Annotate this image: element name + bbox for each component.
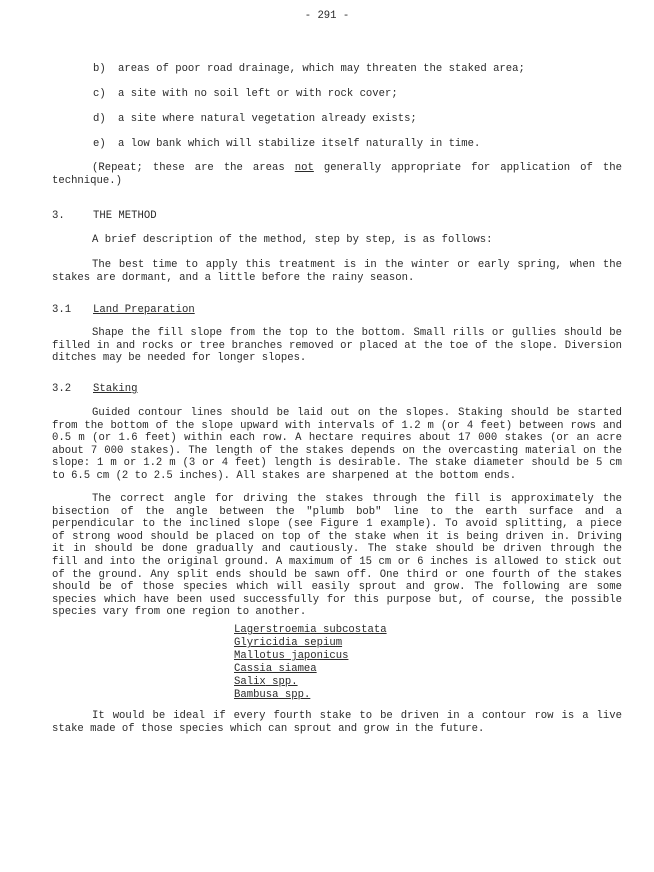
section-title: Land Preparation <box>93 304 195 316</box>
land-preparation-paragraph: Shape the fill slope from the top to the bottom. Small rills or gullies should be filled in and rocks or tree branches removed or placed at the toe of the slope. Diversion ditches may be needed for longer slopes. <box>52 327 622 365</box>
section-title: THE METHOD <box>93 210 157 222</box>
species-list <box>234 624 387 702</box>
staking-paragraph-1: Guided contour lines should be laid out on the slopes. Staking should be started from the bottom of the slope upward with intervals of 1.2 m (or 4 feet) between rows and 0.5 m (or 1.6 feet) within each row. A hectare requires about 17 000 stakes (or an acre about 7 000 stakes). The length of the stakes depends on the overcasting material on the slope: 1 m or 1.2 m (3 or 4 feet) length is desirable. The stake diameter should be 5 cm to 6.5 cm (2 to 2.5 inches). All stakes are sharpened at the bottom ends. <box>52 407 622 482</box>
repeat-note-before: (Repeat; these are the areas <box>92 162 295 174</box>
section-number: 3.2 <box>52 383 72 395</box>
species-item <box>234 624 387 637</box>
list-marker: b) <box>93 63 106 75</box>
species-name: Lagerstroemia subcostata <box>234 624 387 636</box>
species-suffix: spp. <box>278 689 311 701</box>
list-text: areas of poor road drainage, which may threaten the staked area; <box>118 63 525 75</box>
repeat-note-emphasis: not <box>294 162 314 174</box>
list-marker: c) <box>93 88 106 100</box>
repeat-note-after: generally appropriate for application of the technique.) <box>52 162 622 187</box>
species-suffix: spp. <box>265 676 298 688</box>
list-marker: e) <box>93 138 106 150</box>
species-item <box>234 663 387 676</box>
list-text: a site with no soil left or with rock cover; <box>118 88 398 100</box>
species-name: Salix <box>234 676 266 688</box>
species-name: Glyricidia sepium <box>234 637 343 649</box>
section-number: 3.1 <box>52 304 72 316</box>
method-intro: A brief description of the method, step by step, is as follows: <box>92 234 493 246</box>
species-name: Bambusa <box>234 689 279 701</box>
species-item <box>234 650 387 663</box>
repeat-note <box>52 162 622 187</box>
species-item <box>234 676 387 689</box>
staking-paragraph-2: The correct angle for driving the stakes through the fill is approximately the bisection of the angle between the "plumb bob" line to the earth surface and a perpendicular to the inclined slope (see Figure 1 example). To avoid splitting, a piece of strong wood should be placed on top of the stake when it is being driven in. Driving it in should be done gradually and cautiously. The stake should be driven through the fill and into the original ground. A maximum of 15 cm or 6 inches is allowed to stick out of the ground. Any split ends should be sawn off. One third or one fourth of the stakes should be of those species which will easily sprout and grow. The following are some species which have been used successfully for this purpose but, of course, the possible species vary from one region to another. <box>52 493 622 619</box>
section-title: Staking <box>93 383 138 395</box>
method-timing: The best time to apply this treatment is in the winter or early spring, when the stakes are dormant, and a little before the rainy season. <box>52 259 622 284</box>
list-text: a low bank which will stabilize itself naturally in time. <box>118 138 481 150</box>
species-item <box>234 637 387 650</box>
species-item <box>234 689 387 702</box>
species-name: Cassia siamea <box>234 663 317 675</box>
list-marker: d) <box>93 113 106 125</box>
list-text: a site where natural vegetation already exists; <box>118 113 417 125</box>
closing-paragraph: It would be ideal if every fourth stake to be driven in a contour row is a live stake made of those species which can sprout and grow in the future. <box>52 710 622 735</box>
page-number: - 291 - <box>304 10 350 22</box>
section-number: 3. <box>52 210 65 222</box>
species-name: Mallotus japonicus <box>234 650 349 662</box>
